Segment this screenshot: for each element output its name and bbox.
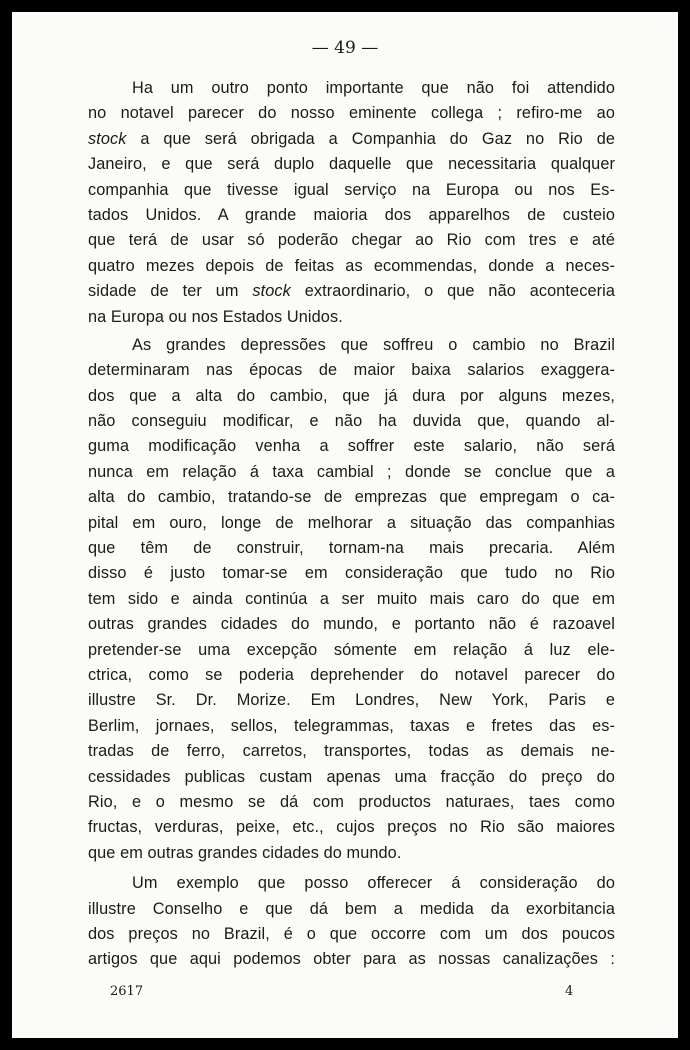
paragraph-1-line: no notavel parecer do nosso eminente collega ; refiro-me ao: [88, 104, 615, 123]
paragraph-3-line: illustre Conselho e que dá bem a medida da exorbitancia: [88, 899, 615, 918]
paragraph-1-line: sidade de ter um stock extraordinario, o que não aconteceria: [88, 282, 615, 301]
paragraph-2-line: Rio, e o mesmo se dá com productos naturaes, taes como: [88, 792, 615, 811]
paragraph-2-line: pretender-se uma excepção sómente em relação á luz ele-: [88, 640, 615, 659]
paragraph-1-line: Janeiro, e que será duplo daquelle que necessitaria qualquer: [88, 155, 615, 174]
sheet-number: 4: [565, 984, 574, 999]
paragraph-2-line: não conseguiu modificar, e não ha duvida que, quando al-: [88, 412, 615, 431]
document-page: [12, 12, 678, 1038]
paragraph-3-line: dos preços no Brazil, é o que occorre com um dos poucos: [88, 924, 615, 943]
paragraph-2-line: nunca em relação á taxa cambial ; donde se conclue que a: [88, 462, 615, 481]
paragraph-3-line: Um exemplo que posso offerecer á consideração do: [132, 874, 615, 893]
paragraph-2-line: tem sido e ainda continúa a ser muito mais caro do que em: [88, 589, 615, 608]
paragraph-2-line: As grandes depressões que soffreu o cambio no Brazil: [132, 335, 615, 354]
paragraph-2-line: fructas, verduras, peixe, etc., cujos preços no Rio são maiores: [88, 818, 615, 837]
paragraph-2-line: illustre Sr. Dr. Morize. Em Londres, New York, Paris e: [88, 691, 615, 710]
paragraph-2-line: tradas de ferro, carretos, transportes, todas as demais ne-: [88, 742, 615, 761]
paragraph-2-line: disso é justo tomar-se em consideração que tudo no Rio: [88, 564, 615, 583]
paragraph-2-line: que têm de construir, tornam-na mais precaria. Além: [88, 539, 615, 558]
paragraph-2-line: outras grandes cidades do mundo, e portanto não é razoavel: [88, 615, 615, 634]
paragraph-1-line: tados Unidos. A grande maioria dos apparelhos de custeio: [88, 205, 615, 224]
paragraph-2-line: pital em ouro, longe de melhorar a situação das companhias: [88, 513, 615, 532]
paragraph-1-line: que terá de usar só poderão chegar ao Rio com tres e até: [88, 231, 615, 250]
paragraph-2-line: cessidades publicas custam apenas uma fracção do preço do: [88, 767, 615, 786]
paragraph-1-line: Ha um outro ponto importante que não foi attendido: [132, 79, 615, 97]
paragraph-2-line: guma modificação venha a soffrer este salario, não será: [88, 437, 615, 456]
paragraph-3-line: artigos que aqui podemos obter para as nossas canalizações :: [88, 950, 615, 969]
paragraph-2-line: dos que a alta do cambio, que já dura por alguns mezes,: [88, 386, 615, 405]
paragraph-1-line: stock a que será obrigada a Companhia do Gaz no Rio de: [88, 129, 615, 148]
paragraph-2-line: Berlim, jornaes, sellos, telegrammas, taxas e fretes das es-: [88, 716, 615, 735]
paragraph-2-line: ctrica, como se poderia deprehender do notavel parecer do: [88, 665, 615, 684]
italic-term: stock: [88, 129, 127, 148]
paragraph-2-line: alta do cambio, tratando-se de emprezas que empregam o ca-: [88, 488, 615, 507]
italic-term: stock: [252, 282, 291, 301]
page-number: — 49 —: [311, 38, 379, 58]
paragraph-1-line: na Europa ou nos Estados Unidos.: [88, 307, 343, 326]
paragraph-1-line: companhia que tivesse igual serviço na Europa ou nos Es-: [88, 180, 615, 199]
paragraph-2-line: que em outras grandes cidades do mundo.: [88, 843, 402, 862]
printer-signature: 2617: [110, 984, 144, 999]
body-text: [88, 76, 615, 973]
paragraph-1-line: quatro mezes depois de feitas as ecommendas, donde a neces-: [88, 256, 615, 275]
paragraph-2-line: determinaram nas épocas de maior baixa salarios exaggera-: [88, 361, 615, 380]
